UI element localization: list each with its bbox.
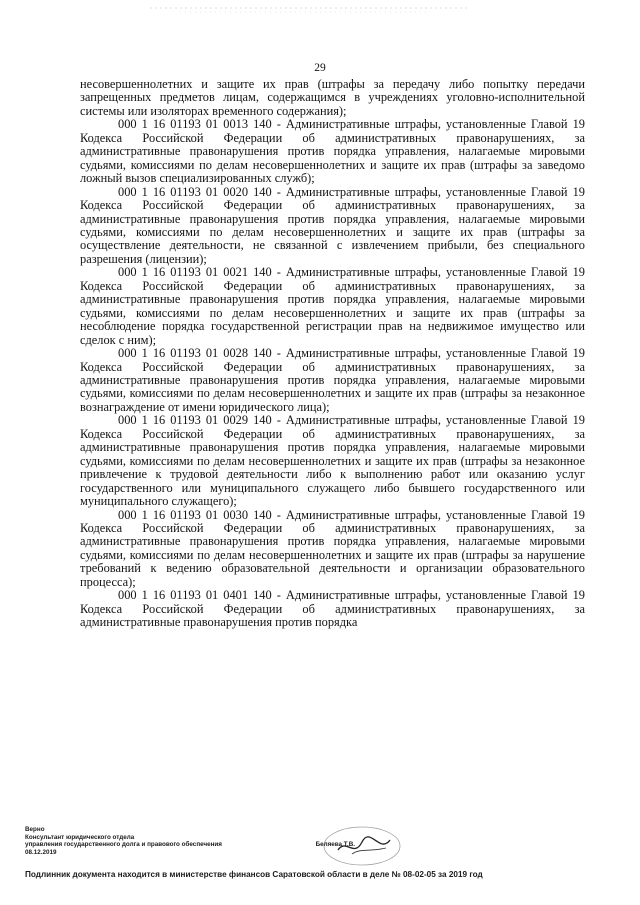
paragraph-continuation: несовершеннолетних и защите их прав (штрафы за передачу либо попытку передачи запрещенных предметов лицам, содержащимся в учреждениях уголовно-исполнительной системы или изоляторах временного содержания); xyxy=(80,77,585,118)
footer-verified: Верно xyxy=(25,826,45,833)
page-number: 29 xyxy=(314,62,326,74)
footer-original-note: Подлинник документа находится в министерстве финансов Саратовской области в деле № 08-02-05 за 2019 год xyxy=(25,870,483,879)
certification-footer xyxy=(25,826,625,879)
paragraph-code-0030: 000 1 16 01193 01 0030 140 - Административные штрафы, установленные Главой 19 Кодекса Российской Федерации об административных правонарушениях, за административные правонарушения против порядка управления, налагаемые мировыми судьями, комиссиями по делам несовершеннолетних и защите их прав (штрафы за нарушение требований к ведению образовательной деятельности и организации образовательного процесса); xyxy=(80,507,585,589)
paragraph-code-0013: 000 1 16 01193 01 0013 140 - Административные штрафы, установленные Главой 19 Кодекса Российской Федерации об административных правонарушениях, за административные правонарушения против порядка управления, налагаемые мировыми судьями, комиссиями по делам несовершеннолетних и защите их прав (штрафы за заведомо ложный вызов специализированных служб); xyxy=(80,117,585,186)
paragraph-code-0028: 000 1 16 01193 01 0028 140 - Административные штрафы, установленные Главой 19 Кодекса Российской Федерации об административных правонарушениях, за административные правонарушения против порядка управления, налагаемые мировыми судьями, комиссиями по делам несовершеннолетних и защите их прав (штрафы за незаконное вознаграждение от имени юридического лица); xyxy=(80,346,585,414)
footer-department: управления государственного долга и правового обеспечения xyxy=(25,841,222,849)
paragraph-code-0020: 000 1 16 01193 01 0020 140 - Административные штрафы, установленные Главой 19 Кодекса Российской Федерации об административных правонарушениях, за административные правонарушения против порядка управления, налагаемые мировыми судьями, комиссиями по делам несовершеннолетних и защите их прав (штрафы за осуществление деятельности, не связанной с извлечением прибыли, без специального разрешения (лицензии); xyxy=(80,184,585,266)
footer-date: 08.12.2019 xyxy=(25,848,57,856)
footer-signer: Беляева Т.В. xyxy=(315,841,355,849)
paragraph-code-0021: 000 1 16 01193 01 0021 140 - Административные штрафы, установленные Главой 19 Кодекса Российской Федерации об административных правонарушениях, за административные правонарушения против порядка управления, налагаемые мировыми судьями, комиссиями по делам несовершеннолетних и защите их прав (штрафы за несоблюдение порядка государственной регистрации прав на недвижимое имущество или сделок с ним); xyxy=(80,265,585,347)
document-body xyxy=(80,78,585,630)
footer-position: Консультант юридического отдела xyxy=(25,833,135,841)
paragraph-code-0401: 000 1 16 01193 01 0401 140 - Административные штрафы, установленные Главой 19 Кодекса Российской Федерации об административных правонарушениях, за административные правонарушения против порядка xyxy=(80,588,585,630)
paragraph-code-0029: 000 1 16 01193 01 0029 140 - Административные штрафы, установленные Главой 19 Кодекса Российской Федерации об административных правонарушениях, за административные правонарушения против порядка управления, налагаемые мировыми судьями, комиссиями по делам несовершеннолетних и защите их прав (штрафы за незаконное привлечение к трудовой деятельности либо к выполнению работ или оказанию услуг государственного или муниципального служащего либо бывшего государственного или муниципального служащего); xyxy=(80,413,585,509)
